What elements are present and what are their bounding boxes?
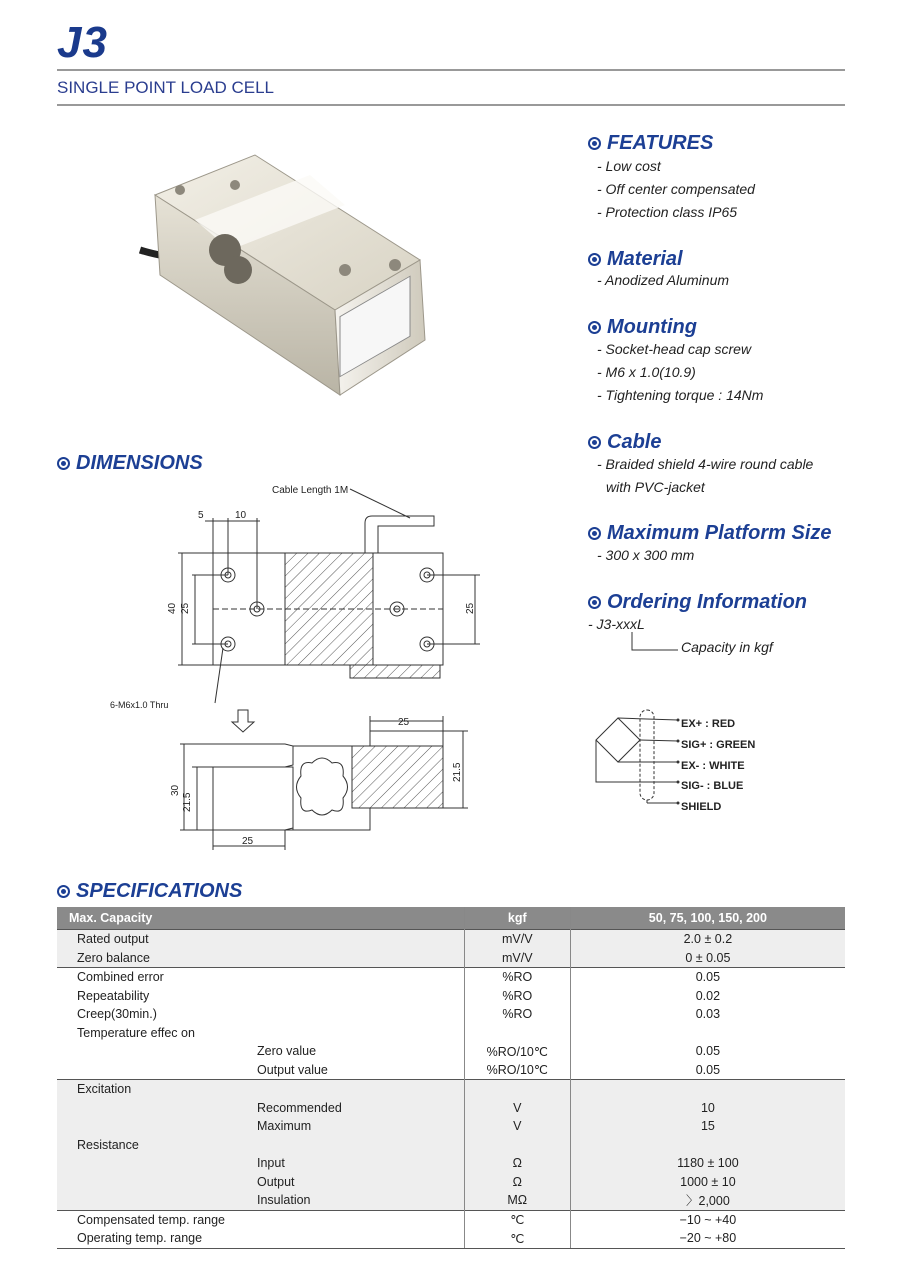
table-row bbox=[57, 1061, 845, 1080]
spec-value: 2.0 ± 0.2 bbox=[570, 930, 845, 949]
spec-unit: V bbox=[464, 1099, 570, 1118]
spec-label: Creep(30min.) bbox=[77, 1007, 157, 1022]
wire-ex-minus: EX- : WHITE bbox=[681, 759, 745, 772]
table-row bbox=[57, 1042, 845, 1061]
spec-unit bbox=[464, 1024, 570, 1043]
spec-label: Combined error bbox=[57, 968, 243, 987]
table-row bbox=[57, 1099, 845, 1118]
material-list bbox=[597, 269, 729, 292]
bullet-icon bbox=[588, 321, 601, 334]
platform-heading: Maximum Platform Size bbox=[588, 522, 832, 545]
spec-label bbox=[57, 1099, 243, 1118]
spec-value: 1000 ± 10 bbox=[570, 1173, 845, 1192]
dim-25-top: 25 bbox=[398, 717, 410, 728]
spec-label: Resistance bbox=[57, 1136, 243, 1155]
spec-value: 1180 ± 100 bbox=[570, 1154, 845, 1173]
spec-value: 0.05 bbox=[570, 968, 845, 987]
spec-value bbox=[570, 1080, 845, 1099]
bullet-icon bbox=[588, 253, 601, 266]
ordering-code: - J3-xxxL bbox=[588, 616, 645, 632]
spec-label: Excitation bbox=[57, 1080, 243, 1099]
table-row bbox=[57, 949, 845, 968]
dimensions-heading: DIMENSIONS bbox=[57, 452, 203, 475]
table-row bbox=[57, 1024, 845, 1043]
spec-sublabel bbox=[243, 1136, 464, 1155]
wire-shield: SHIELD bbox=[681, 801, 722, 814]
table-row bbox=[57, 968, 845, 987]
page-subtitle: SINGLE POINT LOAD CELL bbox=[57, 78, 274, 97]
table-row bbox=[57, 1173, 845, 1192]
spec-unit: %RO bbox=[464, 987, 570, 1006]
spec-sublabel bbox=[243, 1080, 464, 1099]
spec-sublabel bbox=[243, 930, 464, 949]
column-header-unit: kgf bbox=[464, 907, 570, 930]
features-list bbox=[597, 155, 755, 224]
spec-sublabel: Output bbox=[243, 1173, 464, 1192]
spec-value: 0.05 bbox=[695, 1062, 721, 1077]
spec-unit: V bbox=[464, 1117, 570, 1136]
mounting-item: - Socket-head cap screw bbox=[597, 341, 752, 357]
table-row bbox=[57, 1210, 845, 1229]
specifications-table bbox=[57, 907, 845, 1249]
spec-unit: ℃ bbox=[464, 1210, 570, 1229]
feature-item: - Protection class IP65 bbox=[597, 204, 738, 220]
spec-sublabel: Output value bbox=[257, 1062, 328, 1077]
spec-unit: mV/V bbox=[464, 949, 570, 968]
dim-21-5-right: 21.5 bbox=[452, 762, 463, 782]
spec-sublabel bbox=[243, 1024, 464, 1043]
dim-thread-note: 6-M6x1.0 Thru bbox=[110, 700, 169, 710]
material-heading: Material bbox=[588, 248, 683, 271]
spec-unit bbox=[464, 1136, 570, 1155]
column-header-capacity: Max. Capacity bbox=[57, 907, 464, 930]
mounting-list bbox=[597, 338, 763, 407]
spec-label: Temperature effec on bbox=[77, 1025, 195, 1040]
spec-label bbox=[57, 1173, 243, 1192]
product-photo bbox=[135, 150, 445, 400]
spec-label: Operating temp. range bbox=[57, 1229, 243, 1248]
spec-value: 〉2,000 bbox=[570, 1191, 845, 1210]
spec-unit: %RO/10℃ bbox=[464, 1061, 570, 1080]
bullet-icon bbox=[588, 596, 601, 609]
cable-item: - Braided shield 4-wire round cable bbox=[597, 456, 814, 472]
spec-value: 10 bbox=[570, 1099, 845, 1118]
spec-sublabel bbox=[243, 987, 464, 1006]
page-title: J3 bbox=[57, 18, 108, 67]
specifications-heading: SPECIFICATIONS bbox=[57, 880, 242, 903]
spec-sublabel: Zero value bbox=[257, 1044, 317, 1059]
table-row bbox=[57, 1005, 845, 1024]
table-header-row bbox=[57, 907, 845, 930]
table-row bbox=[57, 1080, 845, 1099]
spec-label bbox=[57, 1191, 243, 1210]
spec-value: −20 ~ +80 bbox=[570, 1229, 845, 1248]
dim-25-right: 25 bbox=[465, 602, 476, 614]
dim-21-5-left: 21.5 bbox=[182, 792, 193, 812]
spec-value bbox=[570, 1136, 845, 1155]
header-rule-top bbox=[57, 69, 845, 71]
spec-value: 15 bbox=[570, 1117, 845, 1136]
spec-label: Rated output bbox=[57, 930, 243, 949]
dim-25-bottom: 25 bbox=[242, 836, 254, 847]
dim-5: 5 bbox=[198, 510, 204, 521]
wire-sig-minus: SIG- : BLUE bbox=[681, 780, 744, 793]
spec-label bbox=[57, 1042, 243, 1061]
bullet-icon bbox=[57, 885, 70, 898]
spec-value bbox=[570, 1024, 845, 1043]
spec-label: Compensated temp. range bbox=[57, 1210, 243, 1229]
spec-label: Zero balance bbox=[57, 949, 243, 968]
feature-item: - Low cost bbox=[597, 158, 661, 174]
spec-sublabel: Recommended bbox=[243, 1099, 464, 1118]
spec-sublabel: Input bbox=[243, 1154, 464, 1173]
spec-sublabel: Insulation bbox=[243, 1191, 464, 1210]
table-row bbox=[57, 1229, 845, 1248]
header-rule-bottom bbox=[57, 104, 845, 106]
material-item: - Anodized Aluminum bbox=[597, 272, 730, 288]
ordering-leader-line bbox=[620, 630, 680, 654]
spec-unit: Ω bbox=[464, 1154, 570, 1173]
wiring-legend bbox=[681, 714, 755, 818]
feature-item: - Off center compensated bbox=[597, 181, 755, 197]
table-row bbox=[57, 1154, 845, 1173]
spec-label bbox=[57, 1154, 243, 1173]
spec-sublabel bbox=[243, 1005, 464, 1024]
table-row bbox=[57, 930, 845, 949]
bullet-icon bbox=[588, 527, 601, 540]
spec-sublabel bbox=[243, 949, 464, 968]
spec-unit bbox=[464, 1080, 570, 1099]
spec-sublabel bbox=[243, 968, 464, 987]
spec-value: 0.03 bbox=[695, 1007, 721, 1022]
spec-value: −10 ~ +40 bbox=[570, 1210, 845, 1229]
spec-sublabel bbox=[243, 1210, 464, 1229]
mounting-item: - Tightening torque : 14Nm bbox=[597, 387, 764, 403]
cable-item: with PVC-jacket bbox=[606, 479, 705, 495]
cable-list bbox=[597, 453, 813, 499]
bullet-icon bbox=[57, 457, 70, 470]
column-header-values: 50, 75, 100, 150, 200 bbox=[570, 907, 845, 930]
table-row bbox=[57, 1191, 845, 1210]
table-row bbox=[57, 1117, 845, 1136]
dimension-drawing bbox=[100, 478, 500, 858]
ordering-heading: Ordering Information bbox=[588, 591, 807, 614]
table-row bbox=[57, 987, 845, 1006]
wire-ex-plus: EX+ : RED bbox=[681, 718, 736, 730]
spec-unit: MΩ bbox=[464, 1191, 570, 1210]
mounting-heading: Mounting bbox=[588, 316, 697, 339]
spec-label bbox=[57, 1117, 243, 1136]
spec-label bbox=[57, 1061, 243, 1080]
spec-sublabel: Maximum bbox=[243, 1117, 464, 1136]
wire-sig-plus: SIG+ : GREEN bbox=[681, 738, 756, 751]
spec-unit: %RO bbox=[464, 1005, 570, 1024]
spec-value: 0.02 bbox=[695, 988, 721, 1003]
spec-unit: ℃ bbox=[464, 1229, 570, 1248]
spec-unit: %RO bbox=[464, 968, 570, 987]
cable-heading: Cable bbox=[588, 431, 661, 454]
spec-label: Repeatability bbox=[77, 988, 150, 1003]
spec-unit: %RO/10℃ bbox=[464, 1042, 570, 1061]
platform-list bbox=[597, 544, 694, 567]
spec-sublabel bbox=[243, 1229, 464, 1248]
dim-10: 10 bbox=[235, 510, 247, 521]
dim-40: 40 bbox=[167, 602, 178, 614]
ordering-capacity-note: Capacity in kgf bbox=[681, 639, 773, 655]
mounting-item: - M6 x 1.0(10.9) bbox=[597, 364, 696, 380]
spec-unit: Ω bbox=[464, 1173, 570, 1192]
spec-value: 0.05 bbox=[695, 1044, 721, 1059]
spec-unit: mV/V bbox=[464, 930, 570, 949]
bullet-icon bbox=[588, 137, 601, 150]
spec-value: 0 ± 0.05 bbox=[570, 949, 845, 968]
dim-30: 30 bbox=[170, 784, 181, 796]
table-row bbox=[57, 1136, 845, 1155]
dim-25-left: 25 bbox=[180, 602, 191, 614]
bullet-icon bbox=[588, 436, 601, 449]
platform-item: - 300 x 300 mm bbox=[597, 547, 695, 563]
dim-cable-length: Cable Length 1M bbox=[272, 485, 349, 496]
features-heading: FEATURES bbox=[588, 132, 713, 155]
